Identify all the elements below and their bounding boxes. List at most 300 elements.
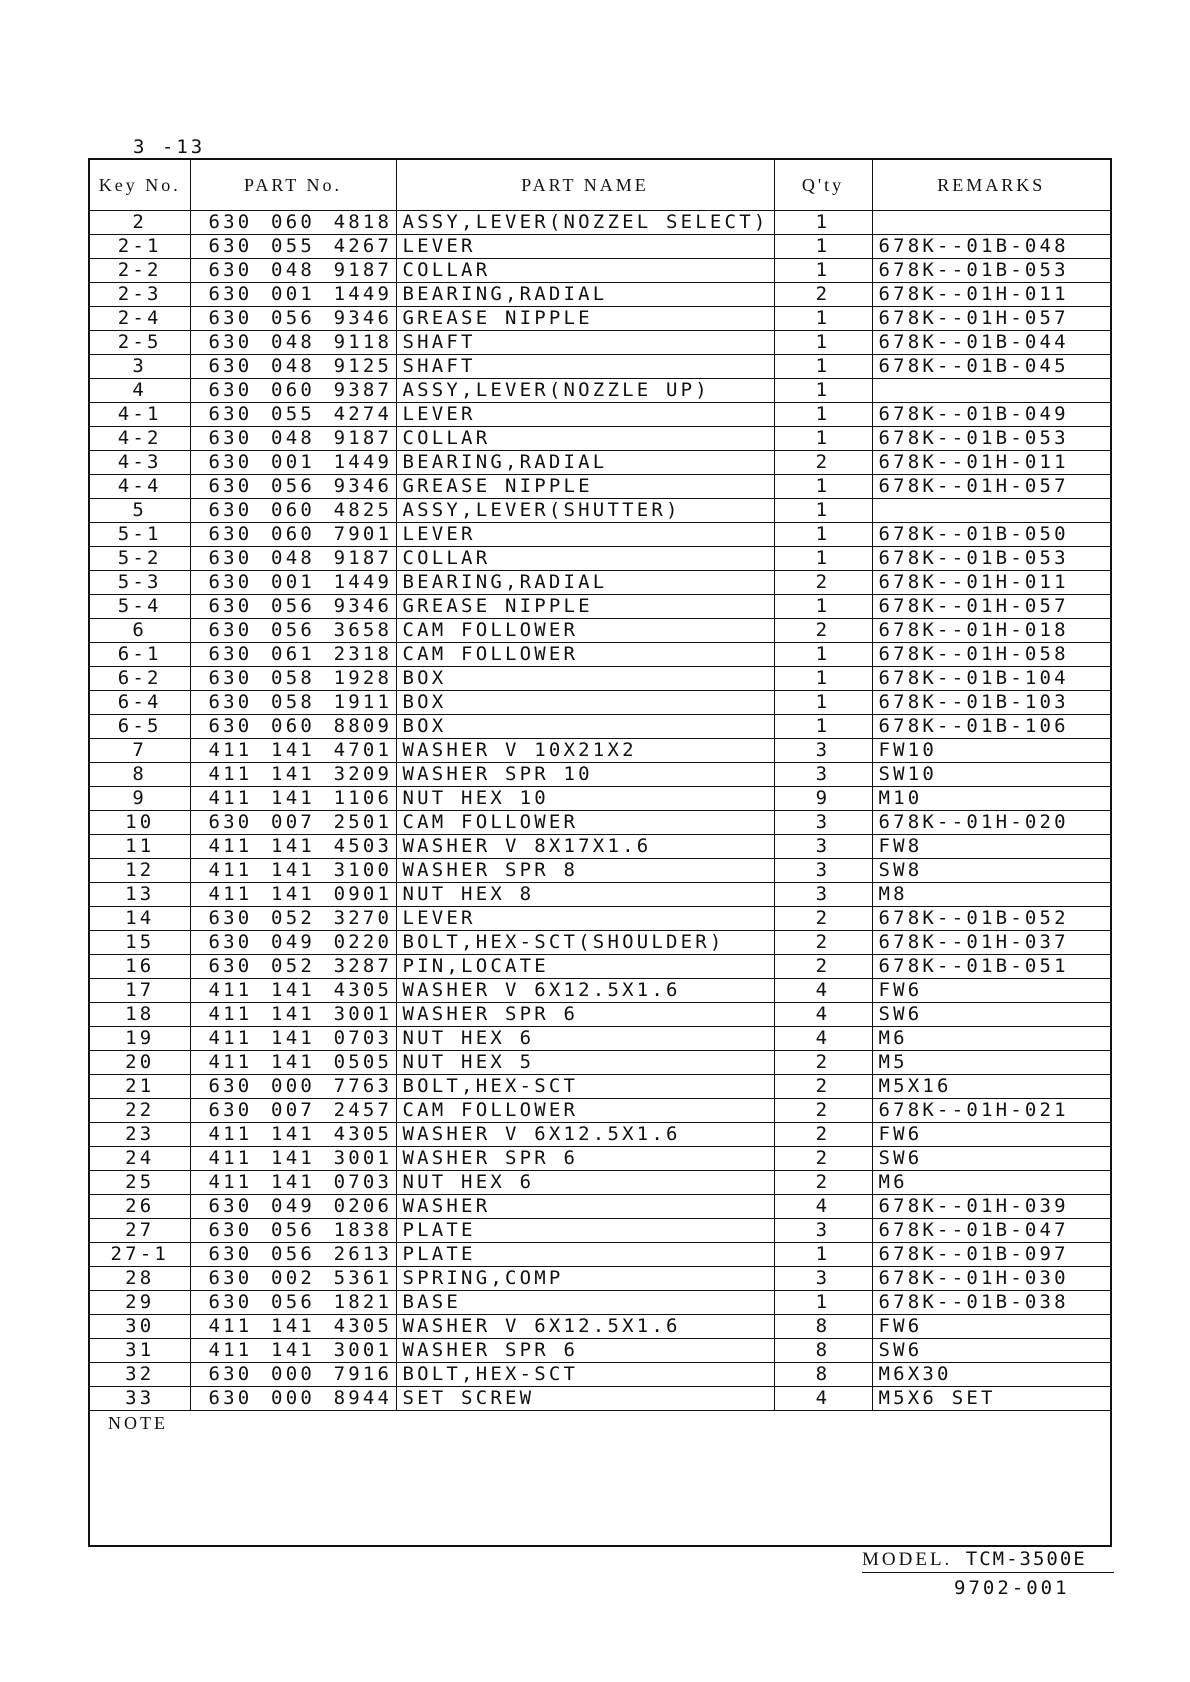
part-name-cell: WASHER V 10X21X2 (396, 739, 774, 763)
qty-cell: 4 (774, 1003, 872, 1027)
table-row (90, 1051, 1110, 1075)
part-no-cell: 630 048 9187 (190, 547, 396, 571)
part-name-cell: WASHER V 6X12.5X1.6 (396, 979, 774, 1003)
qty-cell: 1 (774, 595, 872, 619)
part-no-cell: 411 141 4503 (190, 835, 396, 859)
part-no-cell: 630 001 1449 (190, 451, 396, 475)
qty-cell: 2 (774, 931, 872, 955)
part-no-cell: 630 000 8944 (190, 1387, 396, 1411)
part-name-cell: BOX (396, 715, 774, 739)
qty-cell: 4 (774, 1387, 872, 1411)
part-no-cell: 630 001 1449 (190, 283, 396, 307)
header-remarks: REMARKS (872, 160, 1110, 211)
part-no-cell: 630 060 9387 (190, 379, 396, 403)
key-no-cell: 3 (90, 355, 190, 379)
remarks-cell: 678K--01B-038 (872, 1291, 1110, 1315)
part-no-cell: 411 141 3001 (190, 1147, 396, 1171)
table-row (90, 1123, 1110, 1147)
header-key-no: Key No. (90, 160, 190, 211)
table-row (90, 763, 1110, 787)
part-name-cell: LEVER (396, 523, 774, 547)
table-row (90, 427, 1110, 451)
part-name-cell: ASSY,LEVER(NOZZLE UP) (396, 379, 774, 403)
part-no-cell: 630 007 2501 (190, 811, 396, 835)
part-no-cell: 411 141 4701 (190, 739, 396, 763)
table-row (90, 715, 1110, 739)
remarks-cell: 678K--01H-039 (872, 1195, 1110, 1219)
key-no-cell: 5-2 (90, 547, 190, 571)
part-no-cell: 630 049 0206 (190, 1195, 396, 1219)
key-no-cell: 24 (90, 1147, 190, 1171)
key-no-cell: 4-4 (90, 475, 190, 499)
part-name-cell: BOX (396, 691, 774, 715)
part-no-cell: 630 060 4825 (190, 499, 396, 523)
qty-cell: 2 (774, 571, 872, 595)
table-row (90, 1315, 1110, 1339)
table-row (90, 1027, 1110, 1051)
remarks-cell: 678K--01B-106 (872, 715, 1110, 739)
table-row (90, 643, 1110, 667)
part-name-cell: WASHER SPR 6 (396, 1147, 774, 1171)
table-row (90, 1003, 1110, 1027)
qty-cell: 1 (774, 355, 872, 379)
part-name-cell: BEARING,RADIAL (396, 571, 774, 595)
remarks-cell: 678K--01B-044 (872, 331, 1110, 355)
part-no-cell: 411 141 0505 (190, 1051, 396, 1075)
part-no-cell: 411 141 0703 (190, 1171, 396, 1195)
part-no-cell: 630 001 1449 (190, 571, 396, 595)
remarks-cell: M8 (872, 883, 1110, 907)
parts-list-table (90, 160, 1110, 1411)
part-name-cell: GREASE NIPPLE (396, 307, 774, 331)
key-no-cell: 19 (90, 1027, 190, 1051)
table-row (90, 211, 1110, 235)
part-name-cell: SHAFT (396, 355, 774, 379)
qty-cell: 1 (774, 547, 872, 571)
qty-cell: 2 (774, 1051, 872, 1075)
remarks-cell: FW6 (872, 1123, 1110, 1147)
part-no-cell: 630 055 4267 (190, 235, 396, 259)
remarks-cell: FW6 (872, 979, 1110, 1003)
qty-cell: 1 (774, 475, 872, 499)
key-no-cell: 2-2 (90, 259, 190, 283)
table-row (90, 1267, 1110, 1291)
table-row (90, 859, 1110, 883)
table-row (90, 475, 1110, 499)
part-name-cell: WASHER SPR 6 (396, 1003, 774, 1027)
key-no-cell: 9 (90, 787, 190, 811)
key-no-cell: 4-1 (90, 403, 190, 427)
key-no-cell: 16 (90, 955, 190, 979)
part-name-cell: PIN,LOCATE (396, 955, 774, 979)
part-name-cell: ASSY,LEVER(SHUTTER) (396, 499, 774, 523)
remarks-cell: SW6 (872, 1003, 1110, 1027)
remarks-cell: M6X30 (872, 1363, 1110, 1387)
table-row (90, 235, 1110, 259)
key-no-cell: 6-1 (90, 643, 190, 667)
part-name-cell: LEVER (396, 235, 774, 259)
key-no-cell: 4-2 (90, 427, 190, 451)
table-row (90, 1291, 1110, 1315)
remarks-cell: 678K--01H-037 (872, 931, 1110, 955)
remarks-cell: SW6 (872, 1339, 1110, 1363)
part-name-cell: CAM FOLLOWER (396, 1099, 774, 1123)
key-no-cell: 6-4 (90, 691, 190, 715)
remarks-cell: FW8 (872, 835, 1110, 859)
key-no-cell: 7 (90, 739, 190, 763)
part-name-cell: BOLT,HEX-SCT (396, 1075, 774, 1099)
remarks-cell: M10 (872, 787, 1110, 811)
key-no-cell: 23 (90, 1123, 190, 1147)
key-no-cell: 14 (90, 907, 190, 931)
key-no-cell: 4-3 (90, 451, 190, 475)
part-name-cell: WASHER (396, 1195, 774, 1219)
table-row (90, 811, 1110, 835)
table-row (90, 955, 1110, 979)
qty-cell: 3 (774, 1219, 872, 1243)
part-no-cell: 630 056 3658 (190, 619, 396, 643)
table-row (90, 691, 1110, 715)
table-row (90, 883, 1110, 907)
key-no-cell: 18 (90, 1003, 190, 1027)
table-row (90, 451, 1110, 475)
part-no-cell: 411 141 4305 (190, 979, 396, 1003)
part-no-cell: 630 049 0220 (190, 931, 396, 955)
note-label: NOTE (108, 1413, 168, 1433)
remarks-cell: 678K--01B-053 (872, 427, 1110, 451)
qty-cell: 2 (774, 619, 872, 643)
key-no-cell: 25 (90, 1171, 190, 1195)
part-name-cell: BEARING,RADIAL (396, 451, 774, 475)
key-no-cell: 26 (90, 1195, 190, 1219)
part-name-cell: SHAFT (396, 331, 774, 355)
qty-cell: 2 (774, 283, 872, 307)
part-name-cell: WASHER V 6X12.5X1.6 (396, 1123, 774, 1147)
table-row (90, 307, 1110, 331)
key-no-cell: 20 (90, 1051, 190, 1075)
key-no-cell: 12 (90, 859, 190, 883)
part-name-cell: PLATE (396, 1243, 774, 1267)
header-qty: Q'ty (774, 160, 872, 211)
qty-cell: 3 (774, 763, 872, 787)
remarks-cell: M6 (872, 1027, 1110, 1051)
table-header-row (90, 160, 1110, 211)
remarks-cell: 678K--01H-058 (872, 643, 1110, 667)
remarks-cell: M5 (872, 1051, 1110, 1075)
part-no-cell: 630 060 8809 (190, 715, 396, 739)
remarks-cell: 678K--01B-053 (872, 547, 1110, 571)
qty-cell: 1 (774, 1291, 872, 1315)
part-name-cell: WASHER V 6X12.5X1.6 (396, 1315, 774, 1339)
header-part-name: PART NAME (396, 160, 774, 211)
part-no-cell: 630 058 1928 (190, 667, 396, 691)
part-name-cell: BEARING,RADIAL (396, 283, 774, 307)
part-name-cell: PLATE (396, 1219, 774, 1243)
table-row (90, 1147, 1110, 1171)
key-no-cell: 17 (90, 979, 190, 1003)
remarks-cell: 678K--01H-011 (872, 571, 1110, 595)
table-row (90, 739, 1110, 763)
qty-cell: 1 (774, 259, 872, 283)
model-label: MODEL. (862, 1549, 953, 1570)
part-no-cell: 630 056 2613 (190, 1243, 396, 1267)
part-name-cell: COLLAR (396, 547, 774, 571)
qty-cell: 3 (774, 1267, 872, 1291)
part-name-cell: WASHER SPR 10 (396, 763, 774, 787)
part-name-cell: COLLAR (396, 259, 774, 283)
part-name-cell: WASHER SPR 6 (396, 1339, 774, 1363)
table-row (90, 1339, 1110, 1363)
part-no-cell: 630 056 9346 (190, 475, 396, 499)
table-row (90, 1171, 1110, 1195)
qty-cell: 2 (774, 955, 872, 979)
part-no-cell: 630 056 1821 (190, 1291, 396, 1315)
qty-cell: 4 (774, 1195, 872, 1219)
table-row (90, 523, 1110, 547)
key-no-cell: 5 (90, 499, 190, 523)
document-code: 9702-001 (954, 1577, 1070, 1599)
part-name-cell: NUT HEX 6 (396, 1027, 774, 1051)
part-no-cell: 411 141 0703 (190, 1027, 396, 1051)
table-row (90, 787, 1110, 811)
table-row (90, 283, 1110, 307)
remarks-cell: 678K--01B-048 (872, 235, 1110, 259)
qty-cell: 2 (774, 1147, 872, 1171)
qty-cell: 3 (774, 739, 872, 763)
remarks-cell: SW6 (872, 1147, 1110, 1171)
part-no-cell: 411 141 3100 (190, 859, 396, 883)
table-row (90, 403, 1110, 427)
part-name-cell: GREASE NIPPLE (396, 475, 774, 499)
qty-cell: 2 (774, 907, 872, 931)
key-no-cell: 2 (90, 211, 190, 235)
qty-cell: 8 (774, 1363, 872, 1387)
key-no-cell: 15 (90, 931, 190, 955)
remarks-cell: SW8 (872, 859, 1110, 883)
table-row (90, 379, 1110, 403)
part-no-cell: 630 002 5361 (190, 1267, 396, 1291)
remarks-cell: 678K--01H-030 (872, 1267, 1110, 1291)
part-no-cell: 630 060 4818 (190, 211, 396, 235)
key-no-cell: 2-3 (90, 283, 190, 307)
qty-cell: 1 (774, 379, 872, 403)
remarks-cell: 678K--01B-045 (872, 355, 1110, 379)
qty-cell: 2 (774, 1099, 872, 1123)
page-number: 3 -13 (133, 136, 206, 158)
key-no-cell: 6-5 (90, 715, 190, 739)
part-name-cell: WASHER V 8X17X1.6 (396, 835, 774, 859)
part-name-cell: BOX (396, 667, 774, 691)
part-no-cell: 630 056 9346 (190, 595, 396, 619)
key-no-cell: 29 (90, 1291, 190, 1315)
qty-cell: 1 (774, 403, 872, 427)
model-line (862, 1548, 1114, 1573)
part-name-cell: LEVER (396, 907, 774, 931)
qty-cell: 3 (774, 883, 872, 907)
part-name-cell: NUT HEX 8 (396, 883, 774, 907)
part-name-cell: LEVER (396, 403, 774, 427)
key-no-cell: 5-1 (90, 523, 190, 547)
key-no-cell: 6 (90, 619, 190, 643)
key-no-cell: 28 (90, 1267, 190, 1291)
table-row (90, 1099, 1110, 1123)
key-no-cell: 4 (90, 379, 190, 403)
key-no-cell: 5-4 (90, 595, 190, 619)
qty-cell: 1 (774, 667, 872, 691)
parts-list-frame (88, 158, 1112, 1547)
remarks-cell: 678K--01B-097 (872, 1243, 1110, 1267)
part-name-cell: NUT HEX 5 (396, 1051, 774, 1075)
table-row (90, 595, 1110, 619)
qty-cell: 1 (774, 331, 872, 355)
remarks-cell: 678K--01B-104 (872, 667, 1110, 691)
part-name-cell: CAM FOLLOWER (396, 619, 774, 643)
qty-cell: 8 (774, 1315, 872, 1339)
key-no-cell: 6-2 (90, 667, 190, 691)
qty-cell: 2 (774, 1123, 872, 1147)
table-row (90, 331, 1110, 355)
model-block (862, 1548, 1114, 1599)
remarks-cell: 678K--01B-050 (872, 523, 1110, 547)
qty-cell: 1 (774, 643, 872, 667)
key-no-cell: 33 (90, 1387, 190, 1411)
part-no-cell: 411 141 4305 (190, 1123, 396, 1147)
part-no-cell: 630 052 3287 (190, 955, 396, 979)
key-no-cell: 2-4 (90, 307, 190, 331)
part-name-cell: SPRING,COMP (396, 1267, 774, 1291)
table-row (90, 355, 1110, 379)
qty-cell: 1 (774, 715, 872, 739)
key-no-cell: 22 (90, 1099, 190, 1123)
remarks-cell: 678K--01B-103 (872, 691, 1110, 715)
remarks-cell: SW10 (872, 763, 1110, 787)
qty-cell: 4 (774, 979, 872, 1003)
table-row (90, 979, 1110, 1003)
part-no-cell: 411 141 3001 (190, 1339, 396, 1363)
table-row (90, 571, 1110, 595)
qty-cell: 2 (774, 1075, 872, 1099)
part-name-cell: CAM FOLLOWER (396, 811, 774, 835)
key-no-cell: 10 (90, 811, 190, 835)
part-name-cell: BOLT,HEX-SCT (396, 1363, 774, 1387)
qty-cell: 1 (774, 211, 872, 235)
qty-cell: 1 (774, 499, 872, 523)
part-no-cell: 630 048 9187 (190, 427, 396, 451)
qty-cell: 8 (774, 1339, 872, 1363)
part-no-cell: 630 048 9125 (190, 355, 396, 379)
qty-cell: 2 (774, 1171, 872, 1195)
table-row (90, 1243, 1110, 1267)
part-no-cell: 411 141 3209 (190, 763, 396, 787)
table-row (90, 907, 1110, 931)
qty-cell: 3 (774, 835, 872, 859)
part-no-cell: 630 056 9346 (190, 307, 396, 331)
qty-cell: 3 (774, 811, 872, 835)
remarks-cell (872, 499, 1110, 523)
table-row (90, 931, 1110, 955)
remarks-cell: 678K--01H-021 (872, 1099, 1110, 1123)
qty-cell: 1 (774, 1243, 872, 1267)
table-row (90, 1195, 1110, 1219)
table-row (90, 547, 1110, 571)
key-no-cell: 27-1 (90, 1243, 190, 1267)
qty-cell: 2 (774, 451, 872, 475)
remarks-cell: 678K--01H-057 (872, 307, 1110, 331)
key-no-cell: 13 (90, 883, 190, 907)
remarks-cell: M6 (872, 1171, 1110, 1195)
remarks-cell: 678K--01B-047 (872, 1219, 1110, 1243)
table-row (90, 667, 1110, 691)
key-no-cell: 27 (90, 1219, 190, 1243)
part-no-cell: 630 052 3270 (190, 907, 396, 931)
part-no-cell: 411 141 1106 (190, 787, 396, 811)
qty-cell: 9 (774, 787, 872, 811)
part-name-cell: NUT HEX 10 (396, 787, 774, 811)
remarks-cell: 678K--01B-049 (872, 403, 1110, 427)
key-no-cell: 8 (90, 763, 190, 787)
part-no-cell: 630 048 9187 (190, 259, 396, 283)
remarks-cell: 678K--01H-057 (872, 475, 1110, 499)
table-row (90, 1075, 1110, 1099)
remarks-cell: FW10 (872, 739, 1110, 763)
key-no-cell: 11 (90, 835, 190, 859)
key-no-cell: 30 (90, 1315, 190, 1339)
qty-cell: 1 (774, 691, 872, 715)
part-no-cell: 411 141 0901 (190, 883, 396, 907)
part-name-cell: COLLAR (396, 427, 774, 451)
table-row (90, 1387, 1110, 1411)
key-no-cell: 2-1 (90, 235, 190, 259)
part-name-cell: WASHER SPR 8 (396, 859, 774, 883)
parts-list-body (90, 211, 1110, 1411)
remarks-cell: 678K--01H-011 (872, 283, 1110, 307)
remarks-cell: 678K--01H-020 (872, 811, 1110, 835)
table-row (90, 1363, 1110, 1387)
key-no-cell: 32 (90, 1363, 190, 1387)
table-row (90, 619, 1110, 643)
part-no-cell: 630 058 1911 (190, 691, 396, 715)
part-name-cell: NUT HEX 6 (396, 1171, 774, 1195)
remarks-cell: 678K--01B-051 (872, 955, 1110, 979)
header-part-no: PART No. (190, 160, 396, 211)
qty-cell: 1 (774, 235, 872, 259)
part-no-cell: 630 060 7901 (190, 523, 396, 547)
remarks-cell: FW6 (872, 1315, 1110, 1339)
table-row (90, 1219, 1110, 1243)
part-no-cell: 630 055 4274 (190, 403, 396, 427)
part-no-cell: 630 056 1838 (190, 1219, 396, 1243)
part-name-cell: BOLT,HEX-SCT(SHOULDER) (396, 931, 774, 955)
part-name-cell: CAM FOLLOWER (396, 643, 774, 667)
part-name-cell: GREASE NIPPLE (396, 595, 774, 619)
key-no-cell: 31 (90, 1339, 190, 1363)
part-no-cell: 411 141 4305 (190, 1315, 396, 1339)
qty-cell: 4 (774, 1027, 872, 1051)
key-no-cell: 2-5 (90, 331, 190, 355)
remarks-cell: 678K--01H-018 (872, 619, 1110, 643)
part-no-cell: 630 048 9118 (190, 331, 396, 355)
part-no-cell: 630 061 2318 (190, 643, 396, 667)
part-name-cell: ASSY,LEVER(NOZZEL SELECT) (396, 211, 774, 235)
qty-cell: 1 (774, 307, 872, 331)
part-no-cell: 630 007 2457 (190, 1099, 396, 1123)
remarks-cell: M5X6 SET (872, 1387, 1110, 1411)
remarks-cell (872, 379, 1110, 403)
key-no-cell: 21 (90, 1075, 190, 1099)
remarks-cell: 678K--01B-052 (872, 907, 1110, 931)
part-no-cell: 411 141 3001 (190, 1003, 396, 1027)
remarks-cell: M5X16 (872, 1075, 1110, 1099)
